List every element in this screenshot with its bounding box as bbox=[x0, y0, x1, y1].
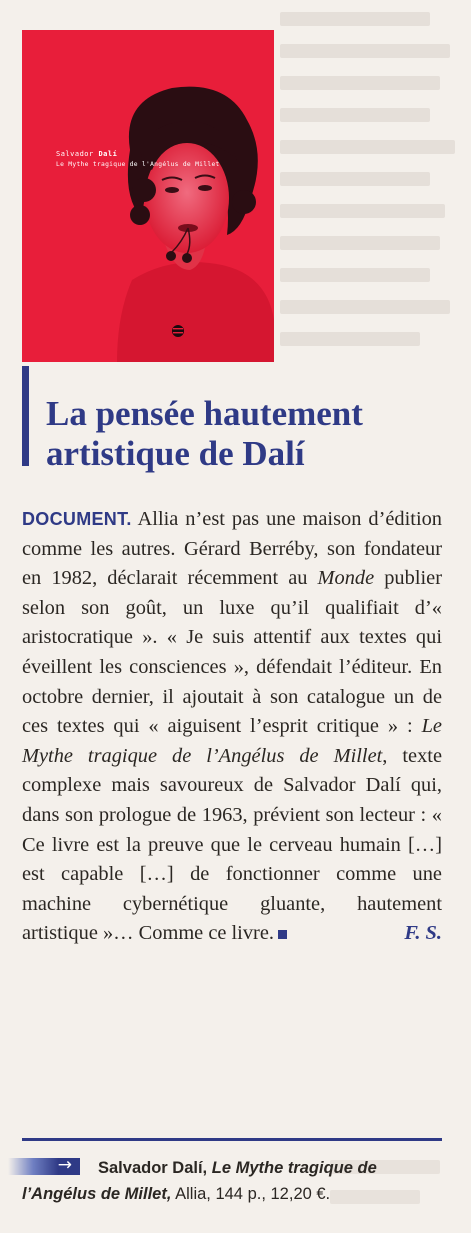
article-lead: DOCUMENT. bbox=[22, 509, 132, 529]
end-square-icon bbox=[278, 930, 287, 939]
author-initials: F. S. bbox=[404, 922, 442, 945]
article-body: DOCUMENT. Allia n’est pas une maison d’édition comme les autres. Gérard Berréby, son fondateur en 1982, déclarait récemment au Monde publier selon son goût, un luxe qu’il qualifiait d’« aristocratique ». « Je suis attentif aux textes qui éveillent les consciences », défendait l’éditeur. En octobre dernier, il ajoutait à son catalogue un de ces textes qui « aiguisent l’esprit critique » : Le Mythe tragique de l’Angélus de Millet, texte complexe mais savoureux de Salvador Dalí qui, dans son prologue de 1963, prévient son lecteur : « Ce livre est la preuve que le cerveau humain […] est capable […] de fonctionner comme une machine cybernétique gluante, hautement artistique »… Comme ce livre. F. S. bbox=[22, 505, 442, 949]
book-reference: Salvador Dalí, Le Mythe tragique de l’Angélus de Millet, Allia, 144 p., 12,20 €. bbox=[22, 1159, 377, 1203]
arrow-right-icon: → bbox=[57, 1155, 72, 1175]
footer-rule bbox=[22, 1138, 442, 1141]
headline-accent-bar bbox=[22, 366, 29, 466]
portrait-image bbox=[22, 30, 274, 362]
book-cover bbox=[22, 30, 274, 362]
facing-page-bleed bbox=[280, 0, 470, 380]
cover-title: Le Mythe tragique de l'Angélus de Millet bbox=[56, 161, 220, 168]
cover-author: Salvador Dalí bbox=[56, 150, 118, 158]
headline: La pensée hautement artistique de Dalí bbox=[46, 394, 363, 473]
